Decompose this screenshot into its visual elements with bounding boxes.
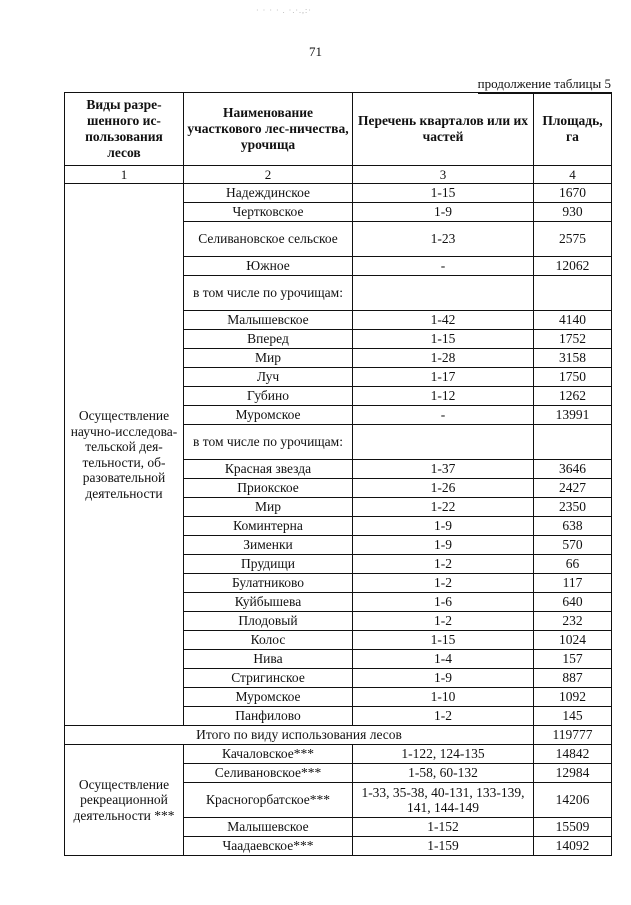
scan-specks: · · · · . ·.·.,:· [256, 6, 312, 15]
use-type-research-education: Осуществление научно-исследова-тельской дея-тельности, об-разовательной деятельности [65, 184, 184, 726]
area-cell [534, 276, 612, 311]
quarters-cell: 1-17 [353, 368, 534, 387]
forestry-name-cell: Муромское [184, 688, 353, 707]
forestry-name-cell: Колос [184, 631, 353, 650]
forestry-name-cell: Вперед [184, 330, 353, 349]
header-forestry-name: Наименование участкового лес-ничества, урочища [184, 93, 353, 166]
quarters-cell: 1-15 [353, 631, 534, 650]
forestry-name-cell: Малышевское [184, 311, 353, 330]
column-number: 3 [353, 166, 534, 184]
quarters-cell: 1-152 [353, 818, 534, 837]
table-continuation-label: продолжение таблицы 5 [478, 76, 611, 94]
forestry-name-cell: Губино [184, 387, 353, 406]
forestry-name-cell: Мир [184, 498, 353, 517]
quarters-cell: 1-6 [353, 593, 534, 612]
area-cell: 232 [534, 612, 612, 631]
forestry-name-cell: Коминтерна [184, 517, 353, 536]
quarters-cell: 1-22 [353, 498, 534, 517]
forestry-name-cell: Качаловское*** [184, 745, 353, 764]
area-cell: 3158 [534, 349, 612, 368]
forestry-name-cell: Чертковское [184, 203, 353, 222]
forestry-name-cell: Плодовый [184, 612, 353, 631]
area-cell: 117 [534, 574, 612, 593]
quarters-cell: 1-42 [353, 311, 534, 330]
quarters-cell: 1-9 [353, 203, 534, 222]
quarters-cell [353, 276, 534, 311]
forestry-name-cell: Южное [184, 257, 353, 276]
area-cell: 3646 [534, 460, 612, 479]
area-cell: 2350 [534, 498, 612, 517]
quarters-cell: - [353, 257, 534, 276]
area-cell: 14092 [534, 837, 612, 856]
area-cell: 14206 [534, 783, 612, 818]
quarters-cell [353, 425, 534, 460]
forestry-name-cell: Булатниково [184, 574, 353, 593]
area-cell: 887 [534, 669, 612, 688]
total-value: 119777 [534, 726, 612, 745]
quarters-cell: 1-4 [353, 650, 534, 669]
area-cell: 640 [534, 593, 612, 612]
forestry-name-cell: Чаадаевское*** [184, 837, 353, 856]
quarters-cell: 1-2 [353, 555, 534, 574]
quarters-cell: 1-2 [353, 707, 534, 726]
area-cell: 4140 [534, 311, 612, 330]
area-cell: 1750 [534, 368, 612, 387]
area-cell: 570 [534, 536, 612, 555]
table-row [65, 745, 612, 764]
forestry-name-cell: Селивановское*** [184, 764, 353, 783]
area-cell: 1752 [534, 330, 612, 349]
quarters-cell: 1-58, 60-132 [353, 764, 534, 783]
page-number: 71 [309, 44, 322, 59]
area-cell: 157 [534, 650, 612, 669]
quarters-cell: 1-15 [353, 184, 534, 203]
use-type-recreation: Осуществление рекреационной деятельности *** [65, 745, 184, 856]
forestry-name-cell: Надеждинское [184, 184, 353, 203]
area-cell: 13991 [534, 406, 612, 425]
forestry-name-cell: Стригинское [184, 669, 353, 688]
forestry-name-cell: Куйбышева [184, 593, 353, 612]
quarters-cell: 1-9 [353, 536, 534, 555]
quarters-cell: 1-15 [353, 330, 534, 349]
quarters-cell: 1-33, 35-38, 40-131, 133-139, 141, 144-149 [353, 783, 534, 818]
area-cell: 145 [534, 707, 612, 726]
area-cell: 1262 [534, 387, 612, 406]
forestry-name-cell: Красная звезда [184, 460, 353, 479]
area-cell: 1024 [534, 631, 612, 650]
column-number: 4 [534, 166, 612, 184]
forest-use-table [64, 92, 612, 856]
forestry-name-cell: Малышевское [184, 818, 353, 837]
quarters-cell: - [353, 406, 534, 425]
forestry-name-cell: Муромское [184, 406, 353, 425]
table-header-row [65, 93, 612, 166]
area-cell [534, 425, 612, 460]
header-use-type: Виды разре-шенного ис-пользования лесов [65, 93, 184, 166]
quarters-cell: 1-2 [353, 574, 534, 593]
quarters-cell: 1-26 [353, 479, 534, 498]
forestry-name-cell: в том числе по урочищам: [184, 425, 353, 460]
total-row [65, 726, 612, 745]
forestry-name-cell: Зименки [184, 536, 353, 555]
column-number: 2 [184, 166, 353, 184]
forestry-name-cell: Нива [184, 650, 353, 669]
area-cell: 1670 [534, 184, 612, 203]
area-cell: 2575 [534, 222, 612, 257]
table-row [65, 184, 612, 203]
quarters-cell: 1-159 [353, 837, 534, 856]
table-body [65, 184, 612, 856]
quarters-cell: 1-10 [353, 688, 534, 707]
quarters-cell: 1-28 [353, 349, 534, 368]
forestry-name-cell: Панфилово [184, 707, 353, 726]
quarters-cell: 1-9 [353, 669, 534, 688]
area-cell: 1092 [534, 688, 612, 707]
forestry-name-cell: Прудищи [184, 555, 353, 574]
quarters-cell: 1-37 [353, 460, 534, 479]
forestry-name-cell: Селивановское сельское [184, 222, 353, 257]
area-cell: 14842 [534, 745, 612, 764]
quarters-cell: 1-122, 124-135 [353, 745, 534, 764]
area-cell: 2427 [534, 479, 612, 498]
area-cell: 12062 [534, 257, 612, 276]
quarters-cell: 1-2 [353, 612, 534, 631]
area-cell: 930 [534, 203, 612, 222]
area-cell: 66 [534, 555, 612, 574]
total-label: Итого по виду использования лесов [65, 726, 534, 745]
area-cell: 638 [534, 517, 612, 536]
forestry-name-cell: Приокское [184, 479, 353, 498]
forestry-name-cell: Красногорбатское*** [184, 783, 353, 818]
forestry-name-cell: Луч [184, 368, 353, 387]
quarters-cell: 1-23 [353, 222, 534, 257]
area-cell: 12984 [534, 764, 612, 783]
column-number-row [65, 166, 612, 184]
header-quarters: Перечень кварталов или их частей [353, 93, 534, 166]
area-cell: 15509 [534, 818, 612, 837]
column-number: 1 [65, 166, 184, 184]
header-area: Площадь, га [534, 93, 612, 166]
quarters-cell: 1-9 [353, 517, 534, 536]
forestry-name-cell: в том числе по урочищам: [184, 276, 353, 311]
quarters-cell: 1-12 [353, 387, 534, 406]
forestry-name-cell: Мир [184, 349, 353, 368]
